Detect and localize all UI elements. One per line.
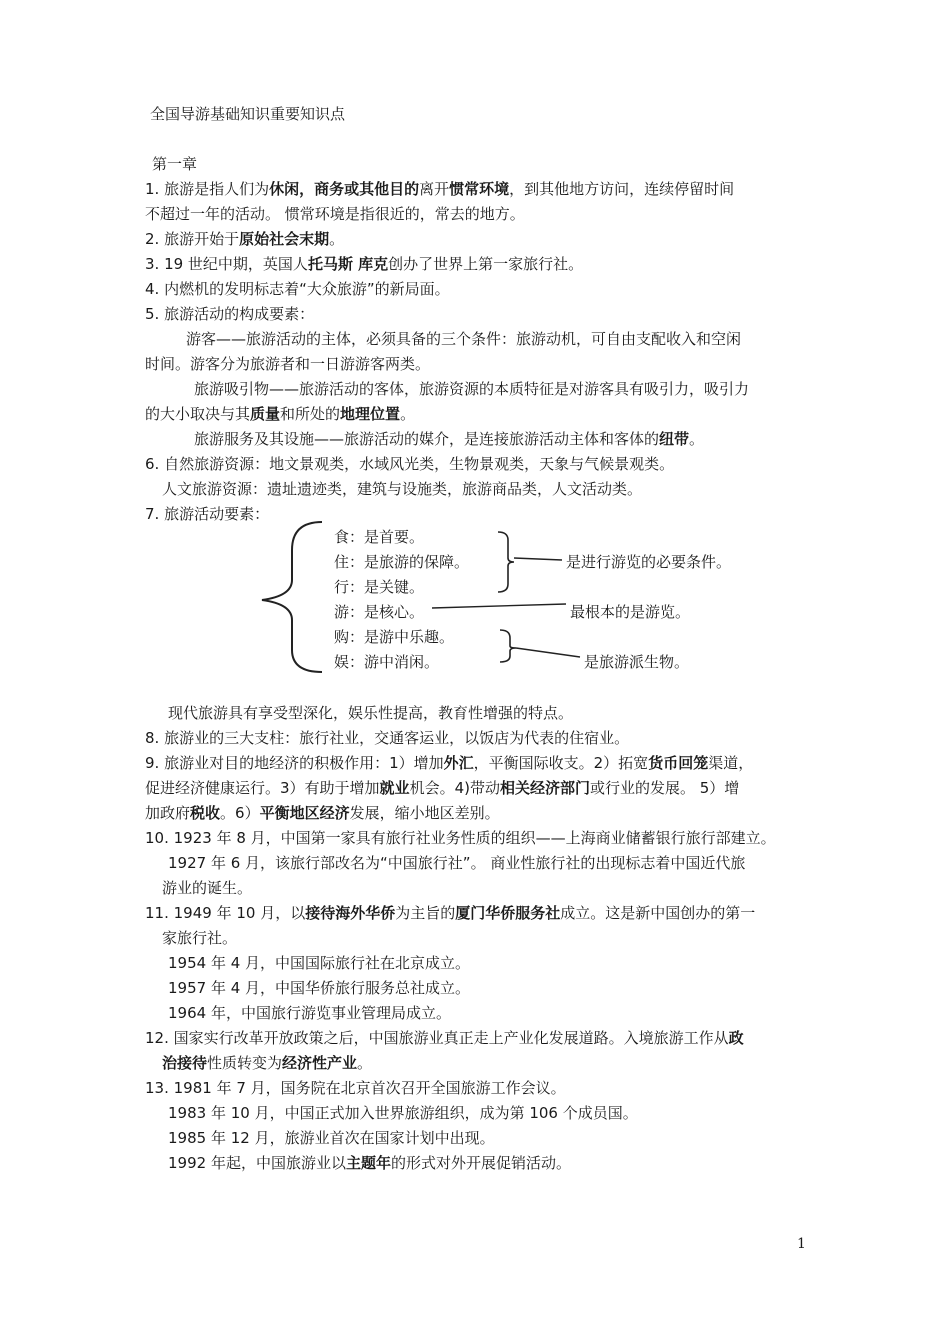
key-term: 接待海外华侨 xyxy=(305,904,396,922)
text-line xyxy=(145,903,755,923)
text-run: 离开 xyxy=(419,180,450,198)
text-run: 加政府 xyxy=(145,804,191,822)
key-term: 休闲，商务或其他目的 xyxy=(269,180,420,198)
text-run: 为主旨的 xyxy=(395,904,456,922)
text-line xyxy=(145,1028,744,1048)
text-line xyxy=(145,778,739,798)
text-line xyxy=(145,229,344,249)
text-line xyxy=(168,1153,571,1173)
text-run: 的大小取决与其 xyxy=(145,405,251,423)
text-line xyxy=(168,1103,638,1123)
text-run: 游业的诞生。 xyxy=(162,879,253,897)
diagram-item: 食：是首要。 xyxy=(334,528,425,546)
page-title: 全国导游基础知识重要知识点 xyxy=(150,105,346,123)
text-run: 时间。游客分为旅游者和一日游游客两类。 xyxy=(145,355,431,373)
text-run: 1983 年 10 月，中国正式加入世界旅游组织，成为第 106 个成员国。 xyxy=(168,1104,638,1122)
key-term: 惯常环境 xyxy=(449,180,510,198)
diagram-item: 住：是旅游的保障。 xyxy=(334,553,470,571)
text-line xyxy=(162,928,237,948)
text-run: 5. 旅游活动的构成要素： xyxy=(145,305,315,323)
diagram-item: 行：是关键。 xyxy=(334,578,425,596)
key-term: 治接待 xyxy=(162,1054,208,1072)
key-term: 经济性产业 xyxy=(282,1054,358,1072)
key-term: 税收 xyxy=(190,804,221,822)
text-run: 7. 旅游活动要素： xyxy=(145,505,270,523)
text-run: 3. 19 世纪中期，英国人 xyxy=(145,255,308,273)
text-run: 机会。4)带动 xyxy=(409,779,500,797)
text-line xyxy=(145,454,674,474)
text-run: 发展，缩小地区差别。 xyxy=(349,804,500,822)
text-run: 9. 旅游业对目的地经济的积极作用：1）增加 xyxy=(145,754,444,772)
text-run: 4. 内燃机的发明标志着“大众旅游”的新局面。 xyxy=(145,280,450,298)
text-line xyxy=(145,753,753,773)
text-run: 1954 年 4 月，中国国际旅行社在北京成立。 xyxy=(168,954,471,972)
text-run: 渠道， xyxy=(708,754,754,772)
key-term: 地理位置 xyxy=(340,405,401,423)
key-term: 原始社会末期 xyxy=(239,230,330,248)
text-line xyxy=(168,1003,451,1023)
text-run: 。6） xyxy=(220,804,260,822)
text-run: 的形式对外开展促销活动。 xyxy=(390,1154,571,1172)
text-run: 1957 年 4 月，中国华侨旅行服务总社成立。 xyxy=(168,979,471,997)
brace-shopping-entertainment xyxy=(500,630,516,662)
diagram-note: 是进行游览的必要条件。 xyxy=(566,553,732,571)
text-run: 。 xyxy=(400,405,416,423)
text-run: 促进经济健康运行。3）有助于增加 xyxy=(145,779,380,797)
text-run: 和所处的 xyxy=(280,405,341,423)
connector-line-3 xyxy=(516,648,580,657)
text-line xyxy=(145,1078,566,1098)
text-run: 1. 旅游是指人们为 xyxy=(145,180,270,198)
text-run: 性质转变为 xyxy=(207,1054,283,1072)
diagram-note: 最根本的是游览。 xyxy=(570,603,691,621)
text-line xyxy=(194,379,749,399)
text-run: 。 xyxy=(357,1054,373,1072)
text-run: 1927 年 6 月，该旅行部改名为“中国旅行社”。 商业性旅行社的出现标志着中国近代旅 xyxy=(168,854,746,872)
text-line xyxy=(145,404,415,424)
key-term: 厦门华侨服务社 xyxy=(455,904,561,922)
text-run: 11. 1949 年 10 月，以 xyxy=(145,904,306,922)
text-line xyxy=(145,204,525,224)
text-run: 2. 旅游开始于 xyxy=(145,230,240,248)
text-line xyxy=(162,479,642,499)
text-line xyxy=(145,828,776,848)
text-run: ，平衡国际收支。2）拓宽 xyxy=(473,754,649,772)
text-run: 旅游服务及其设施——旅游活动的媒介，是连接旅游活动主体和客体的 xyxy=(194,430,660,448)
key-term: 纽带 xyxy=(659,430,690,448)
text-line xyxy=(145,304,314,324)
text-line xyxy=(168,978,470,998)
text-run: 。 xyxy=(689,430,705,448)
text-run: 12. 国家实行改革开放政策之后，中国旅游业真正走上产业化发展道路。入境旅游工作从 xyxy=(145,1029,729,1047)
text-line xyxy=(145,279,450,299)
text-run: 创办了世界上第一家旅行社。 xyxy=(388,255,584,273)
key-term: 主题年 xyxy=(345,1154,391,1172)
brace-food-lodging-transport xyxy=(498,532,514,592)
text-run: 13. 1981 年 7 月，国务院在北京首次召开全国旅游工作会议。 xyxy=(145,1079,566,1097)
text-line xyxy=(194,429,704,449)
text-line xyxy=(168,1128,495,1148)
text-line xyxy=(145,354,430,374)
text-run: ，到其他地方访问，连续停留时间 xyxy=(509,180,735,198)
text-run: 游客——旅游活动的主体，必须具备的三个条件：旅游动机，可自由支配收入和空闲 xyxy=(186,330,742,348)
key-term: 就业 xyxy=(379,779,410,797)
text-run: 不超过一年的活动。 惯常环境是指很近的，常去的地方。 xyxy=(145,205,525,223)
text-line xyxy=(145,254,583,274)
chapter-heading: 第一章 xyxy=(152,155,198,173)
text-line xyxy=(162,1053,372,1073)
diagram-note: 是旅游派生物。 xyxy=(584,653,690,671)
diagram-item: 游：是核心。 xyxy=(334,603,425,621)
key-term: 托马斯 库克 xyxy=(307,255,389,273)
key-term: 相关经济部门 xyxy=(499,779,590,797)
text-line xyxy=(168,853,745,873)
text-run: 成立。这是新中国创办的第一 xyxy=(560,904,756,922)
connector-line-1 xyxy=(514,558,562,560)
text-line xyxy=(145,179,734,199)
text-run: 。 xyxy=(329,230,345,248)
key-term: 政 xyxy=(728,1029,744,1047)
text-run: 1992 年起，中国旅游业以 xyxy=(168,1154,346,1172)
text-line xyxy=(145,728,629,748)
text-run: 6. 自然旅游资源：地文景观类，水域风光类，生物景观类，天象与气候景观类。 xyxy=(145,455,675,473)
text-run: 1964 年，中国旅行游览事业管理局成立。 xyxy=(168,1004,451,1022)
text-run: 旅游吸引物——旅游活动的客体，旅游资源的本质特征是对游客具有吸引力，吸引力 xyxy=(194,380,750,398)
text-run: 8. 旅游业的三大支柱：旅行社业，交通客运业，以饭店为代表的住宿业。 xyxy=(145,729,630,747)
text-line xyxy=(186,329,741,349)
text-run: 人文旅游资源：遗址遗迹类，建筑与设施类，旅游商品类，人文活动类。 xyxy=(162,480,643,498)
text-line xyxy=(162,878,252,898)
key-term: 外汇 xyxy=(443,754,474,772)
key-term: 平衡地区经济 xyxy=(259,804,350,822)
connector-line-2 xyxy=(432,604,566,608)
text-line xyxy=(168,703,573,723)
big-brace xyxy=(262,522,322,672)
text-run: 或行业的发展。 5）增 xyxy=(589,779,740,797)
text-run: 家旅行社。 xyxy=(162,929,238,947)
key-term: 质量 xyxy=(250,405,281,423)
text-line xyxy=(168,953,470,973)
text-run: 1985 年 12 月，旅游业首次在国家计划中出现。 xyxy=(168,1129,495,1147)
page-number: 1 xyxy=(797,1236,806,1252)
key-term: 货币回笼 xyxy=(648,754,709,772)
text-run: 10. 1923 年 8 月，中国第一家具有旅行社业务性质的组织——上海商业储蓄银行旅行部建立。 xyxy=(145,829,776,847)
text-line xyxy=(145,504,269,524)
text-run: 现代旅游具有享受型深化，娱乐性提高，教育性增强的特点。 xyxy=(168,704,574,722)
diagram-item: 购：是游中乐趣。 xyxy=(334,628,455,646)
diagram-item: 娱：游中消闲。 xyxy=(334,653,440,671)
text-line xyxy=(145,803,500,823)
